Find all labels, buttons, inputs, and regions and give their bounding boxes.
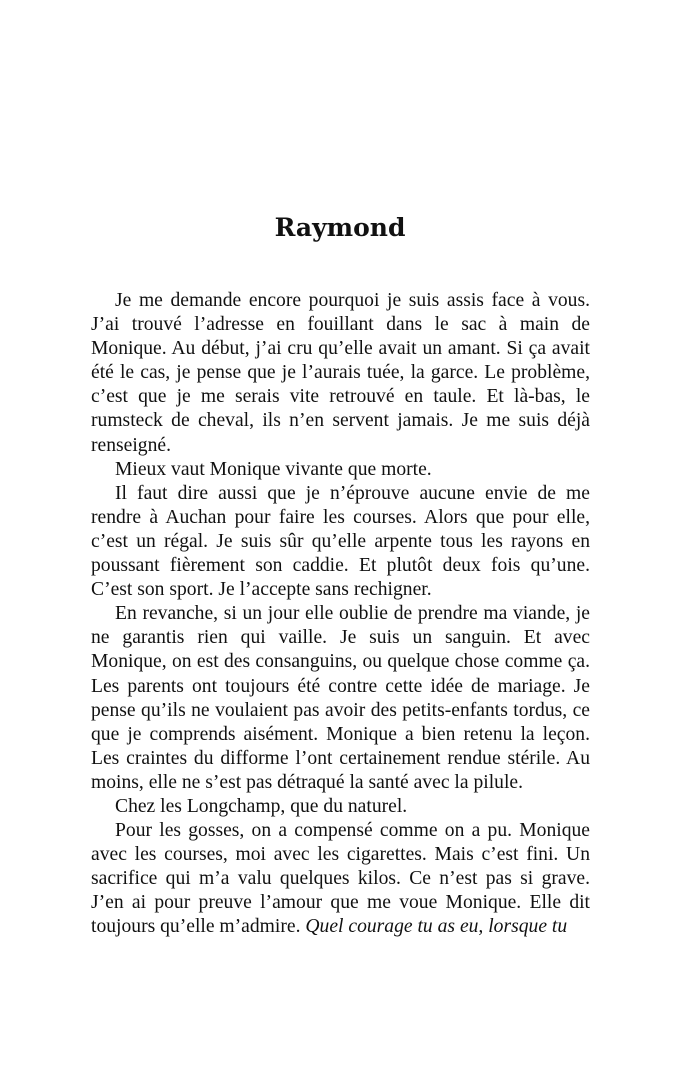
paragraph-last xyxy=(91,819,590,939)
chapter-body xyxy=(91,289,590,940)
chapter-title: Raymond xyxy=(274,213,406,242)
italic-speech: Quel courage tu as eu, lorsque tu xyxy=(305,916,568,938)
paragraph-text: Pour les gosses, on a compensé comme on a pu. Monique avec les courses, moi avec les cigarettes. Mais c’est fini. Un sacrifice qui m’a valu quelques kilos. Ce n’est pas si grave. J’en ai pour preuve l’amour que me voue Monique. Elle dit toujours qu’elle m’admire. xyxy=(91,820,590,938)
paragraph: En revanche, si un jour elle oublie de prendre ma viande, je ne garantis rien qui vaille. Je suis un sanguin. Et avec Monique, on est des consanguins, ou quelque chose comme ça. Les parents ont toujours été contre cette idée de mariage. Je pense qu’ils ne voulaient pas avoir des petits-enfants tordus, ce que je comprends aisément. Monique a bien retenu la leçon. Les craintes du difforme l’ont certainement rendue stérile. Au moins, elle ne s’est pas détraqué la santé avec la pilule. xyxy=(91,603,590,793)
paragraph: Chez les Longchamp, que du naturel. xyxy=(115,795,408,817)
paragraph: Je me demande encore pourquoi je suis assis face à vous. J’ai trouvé l’adresse en fouillant dans le sac à main de Monique. Au début, j’ai cru qu’elle avait un amant. Si ça avait été le cas, je pense que je l’aurais tuée, la garce. Le problème, c’est que je me serais vite retrouvé en taule. Et là-bas, le rumsteck de cheval, ils n’en servent jamais. Je me suis déjà renseigné. xyxy=(91,290,590,456)
paragraph: Il faut dire aussi que je n’éprouve aucune envie de me rendre à Auchan pour faire les courses. Alors que pour elle, c’est un régal. Je suis sûr qu’elle arpente tous les rayons en poussant fièrement son caddie. Et plutôt deux fois qu’une. C’est son sport. Je l’accepte sans rechigner. xyxy=(91,482,590,601)
paragraph: Mieux vaut Monique vivante que morte. xyxy=(115,458,432,480)
